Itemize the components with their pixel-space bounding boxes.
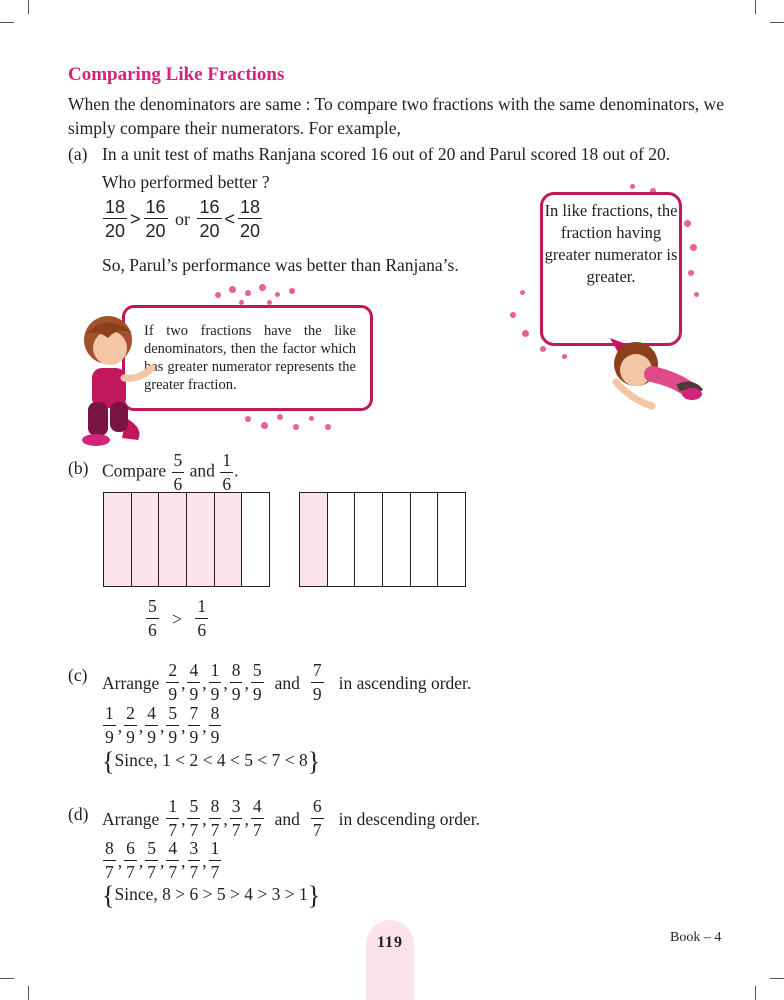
fraction: $\frac{1}{7}$: [210, 838, 220, 882]
shaded-cell: [215, 493, 243, 586]
fraction: $\frac{1}{6}$: [197, 596, 207, 640]
speech-bubble-left-text: If two fractions have the like denominators, then the factor which has greater numerator represents the greater fraction.: [144, 323, 356, 393]
unshaded-cell: [438, 493, 465, 586]
unshaded-cell: [411, 493, 439, 586]
comma: ,: [117, 850, 123, 871]
part-a-question-2: Who performed better ?: [102, 172, 270, 192]
fraction: $\frac{7}{9}$: [189, 703, 199, 747]
period: .: [234, 460, 239, 481]
fraction: $\frac{16}{20}$: [145, 197, 166, 241]
comma: ,: [138, 850, 144, 871]
fraction: $\frac{4}{7}$: [168, 838, 178, 882]
part-a-label: (a): [68, 144, 88, 164]
fraction: $\frac{3}{7}$: [189, 838, 199, 882]
greater-than-sign: >: [130, 208, 141, 229]
comma: ,: [117, 715, 123, 736]
less-than-sign: <: [224, 208, 236, 229]
fraction: $\frac{2}{9}$: [126, 703, 135, 747]
fraction: $\frac{2}{9}$: [168, 660, 178, 704]
shaded-cell: [159, 493, 187, 586]
question-tail: in ascending order.: [338, 672, 472, 693]
part-b-question: [102, 452, 238, 493]
fraction: $\frac{8}{9}$: [231, 660, 241, 704]
girl-illustration-left: [66, 298, 156, 448]
part-a-conclusion: So, Parul’s performance was better than Ranjana’s.: [102, 255, 459, 275]
speech-bubble-right-text: In like fractions, the fraction having greater numerator is greater.: [544, 201, 678, 286]
greater-than-sign: >: [172, 608, 182, 629]
comma: ,: [181, 850, 186, 871]
unshaded-cell: [328, 493, 356, 586]
unshaded-cell: [383, 493, 411, 586]
fraction-grid-five-sixths: [103, 492, 270, 587]
page-number-tab: [366, 920, 414, 1000]
fraction: $\frac{18}{20}$: [240, 197, 261, 241]
question-tail: in descending order.: [338, 808, 481, 829]
crop-mark: [28, 986, 29, 1000]
since-text: Since, 1 < 2 < 4 < 5 < 7 < 8: [114, 750, 308, 770]
fraction: $\frac{4}{9}$: [147, 703, 156, 747]
unshaded-cell: [242, 493, 269, 586]
crop-mark: [28, 0, 29, 14]
crop-mark: [770, 978, 784, 979]
fraction: $\frac{6}{7}$: [312, 796, 322, 840]
arrange-word: Arrange: [102, 672, 160, 693]
comma: ,: [181, 715, 186, 736]
fraction: $\frac{5}{6}$: [148, 596, 157, 640]
arrange-word: Arrange: [102, 808, 160, 829]
fraction-grid-one-sixth: [299, 492, 466, 587]
comma: ,: [160, 715, 165, 736]
crop-mark: [770, 22, 784, 23]
unshaded-cell: [355, 493, 383, 586]
shaded-cell: [132, 493, 160, 586]
comma: ,: [202, 672, 207, 693]
part-c-question: [102, 662, 471, 703]
crop-mark: [0, 22, 14, 23]
crop-mark: [0, 978, 14, 979]
fraction: $\frac{5}{9}$: [252, 660, 262, 704]
fraction: $\frac{6}{7}$: [126, 838, 135, 882]
comma: ,: [181, 808, 186, 829]
part-c-since: {Since, 1 < 2 < 4 < 5 < 7 < 8}: [102, 746, 321, 776]
compare-word: Compare: [102, 460, 167, 481]
fraction: $\frac{5}{6}$: [173, 450, 183, 494]
comma: ,: [244, 808, 249, 829]
fraction: $\frac{1}{7}$: [168, 796, 178, 840]
fraction: $\frac{5}{7}$: [147, 838, 156, 882]
comma: ,: [223, 808, 228, 829]
fraction: $\frac{4}{7}$: [252, 796, 262, 840]
comma: ,: [160, 850, 165, 871]
and-word: and: [189, 460, 215, 481]
section-heading: Comparing Like Fractions: [68, 64, 285, 85]
decorative-dots: [235, 410, 365, 440]
fraction: $\frac{4}{9}$: [189, 660, 199, 704]
shaded-cell: [300, 493, 328, 586]
part-d-since: {Since, 8 > 6 > 5 > 4 > 3 > 1}: [102, 880, 321, 910]
fraction: $\frac{1}{9}$: [105, 703, 114, 747]
crop-mark: [755, 986, 756, 1000]
fraction: $\frac{5}{7}$: [189, 796, 199, 840]
comma: ,: [138, 715, 144, 736]
comma: ,: [244, 672, 249, 693]
part-c-label: (c): [68, 665, 88, 685]
fraction: $\frac{18}{20}$: [105, 197, 126, 241]
or-word: or: [175, 208, 191, 229]
and-word: and: [274, 672, 300, 693]
fraction: $\frac{16}{20}$: [199, 197, 220, 241]
part-d-label: (d): [68, 804, 89, 824]
comma: ,: [202, 808, 207, 829]
comma: ,: [223, 672, 228, 693]
fraction: $\frac{1}{6}$: [222, 450, 232, 494]
part-d-question: [102, 798, 480, 839]
shaded-cell: [187, 493, 215, 586]
since-text: Since, 8 > 6 > 5 > 4 > 3 > 1: [114, 884, 308, 904]
fraction: $\frac{7}{9}$: [312, 660, 322, 704]
shaded-cell: [104, 493, 132, 586]
comma: ,: [202, 850, 207, 871]
part-b-result: [145, 598, 209, 639]
page-number: 119: [376, 934, 404, 951]
decorative-dots: [195, 278, 325, 308]
fraction: $\frac{1}{9}$: [210, 660, 220, 704]
fraction: $\frac{8}{9}$: [210, 703, 220, 747]
book-label: Book – 4: [670, 930, 722, 945]
crop-mark: [755, 0, 756, 14]
comma: ,: [202, 715, 207, 736]
part-a-equation: [102, 198, 263, 240]
fraction: $\frac{8}{7}$: [105, 838, 114, 882]
girl-illustration-right: [596, 330, 706, 425]
comma: ,: [181, 672, 186, 693]
part-a-question: In a unit test of maths Ranjana scored 16 out of 20 and Parul scored 18 out of 20.: [102, 144, 671, 164]
part-d-answer: [102, 840, 222, 881]
fraction: $\frac{8}{7}$: [210, 796, 220, 840]
part-b-label: (b): [68, 458, 89, 478]
part-c-answer: [102, 705, 222, 746]
and-word: and: [274, 808, 300, 829]
intro-paragraph: When the denominators are same : To compare two fractions with the same denominators, we simply compare their numerators. For example,: [68, 94, 724, 138]
fraction: $\frac{3}{7}$: [231, 796, 241, 840]
fraction: $\frac{5}{9}$: [168, 703, 178, 747]
